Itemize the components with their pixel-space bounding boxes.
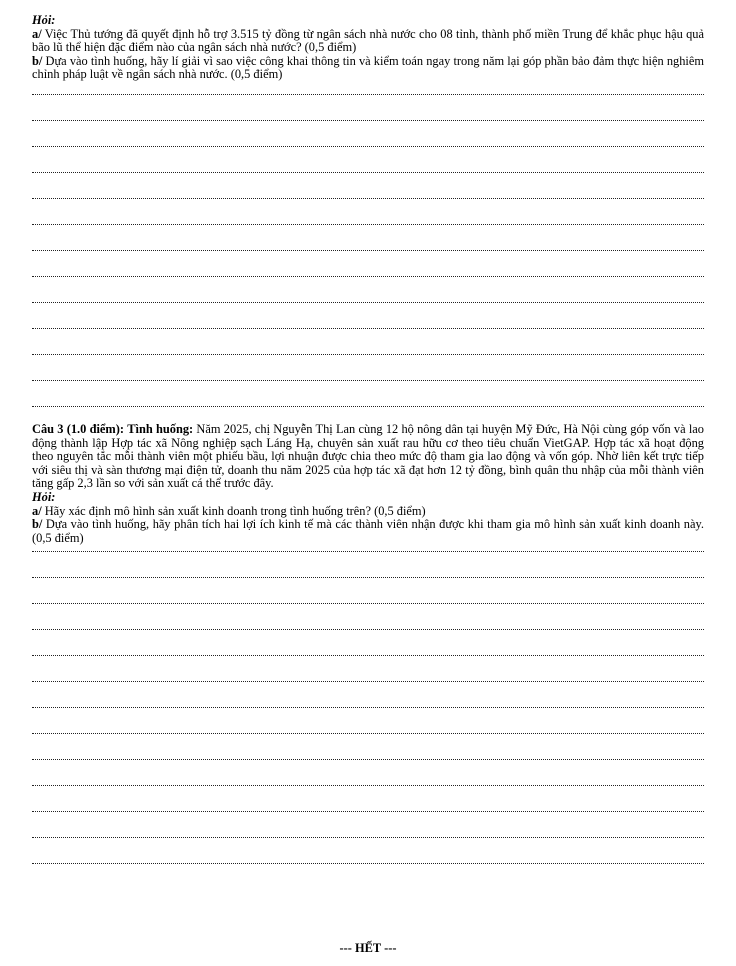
exam-page [32, 14, 704, 867]
end-marker: --- HẾT --- [339, 941, 397, 955]
question-b-2-label: b/ [32, 517, 43, 532]
answer-line[interactable] [32, 629, 704, 630]
answer-line[interactable] [32, 577, 704, 578]
answer-line[interactable] [32, 603, 704, 604]
answer-line[interactable] [32, 655, 704, 656]
answer-line[interactable] [32, 811, 704, 812]
answer-line[interactable] [32, 250, 704, 251]
answer-lines-2[interactable] [32, 547, 704, 867]
question-a-label: a/ [32, 26, 42, 41]
answer-line[interactable] [32, 681, 704, 682]
question-heading: Hỏi: [32, 13, 56, 27]
answer-line[interactable] [32, 380, 704, 381]
scenario-paragraph [32, 423, 704, 491]
question-a-2-text: Hãy xác định mô hình sản xuất kinh doanh trong tình huống trên? (0,5 điểm) [41, 503, 426, 518]
answer-line[interactable] [32, 94, 704, 95]
answer-line[interactable] [32, 785, 704, 786]
answer-line[interactable] [32, 759, 704, 760]
answer-line[interactable] [32, 276, 704, 277]
answer-line[interactable] [32, 198, 704, 199]
answer-line[interactable] [32, 120, 704, 121]
answer-line[interactable] [32, 837, 704, 838]
question-b-2-text: Dựa vào tình huống, hãy phân tích hai lợi ích kinh tế mà các thành viên nhận được khi tham gia mô hình sản xuất kinh doanh này. (0,5 điểm) [32, 517, 704, 545]
question-b-text: Dựa vào tình huống, hãy lí giải vì sao việc công khai thông tin và kiểm toán ngay trong năm lại góp phần bảo đảm thực hiện nghiêm chỉnh pháp luật về ngân sách nhà nước. (0,5 điểm) [32, 53, 704, 82]
question-b [32, 55, 704, 82]
question-a [32, 28, 704, 55]
answer-line[interactable] [32, 328, 704, 329]
question-b-label: b/ [32, 53, 43, 68]
answer-line[interactable] [32, 707, 704, 708]
answer-line[interactable] [32, 863, 704, 864]
question-a-text: Việc Thủ tướng đã quyết định hỗ trợ 3.515 tỷ đồng từ ngân sách nhà nước cho 08 tỉnh, thành phố miền Trung để khắc phục hậu quả bão lũ thể hiện đặc điểm nào của ngân sách nhà nước? (0,5 điểm) [32, 26, 704, 55]
answer-line[interactable] [32, 406, 704, 407]
answer-line[interactable] [32, 551, 704, 552]
question-b-2 [32, 518, 704, 545]
question-a-2-label: a/ [32, 503, 42, 518]
answer-line[interactable] [32, 224, 704, 225]
question-a-2 [32, 505, 704, 519]
answer-line[interactable] [32, 733, 704, 734]
answer-line[interactable] [32, 172, 704, 173]
question-number: Câu 3 (1.0 điểm): [32, 421, 124, 436]
answer-line[interactable] [32, 354, 704, 355]
scenario-text: Năm 2025, chị Nguyễn Thị Lan cùng 12 hộ nông dân tại huyện Mỹ Đức, Hà Nội cùng góp vốn và lao động thành lập Hợp tác xã Nông nghiệp sạch Láng Hạ, chuyên sản xuất rau hữu cơ theo tiêu chuẩn VietGAP. Hợp tác xã hoạt động theo nguyên tắc mỗi thành viên một phiếu bầu, lợi nhuận được chia theo mức độ tham gia lao động và vốn góp. Nhờ liên kết trực tiếp với siêu thị và sàn thương mại điện tử, doanh thu năm 2025 của hợp tác xã đạt hơn 12 tỷ đồng, bình quân thu nhập của mỗi thành viên tăng gấp 2,3 lần so với sản xuất cá thể trước đây. [32, 421, 704, 491]
question-heading-2: Hỏi: [32, 489, 56, 504]
answer-line[interactable] [32, 146, 704, 147]
answer-lines-1[interactable] [32, 84, 704, 423]
scenario-label: Tình huống: [127, 421, 194, 436]
answer-line[interactable] [32, 302, 704, 303]
